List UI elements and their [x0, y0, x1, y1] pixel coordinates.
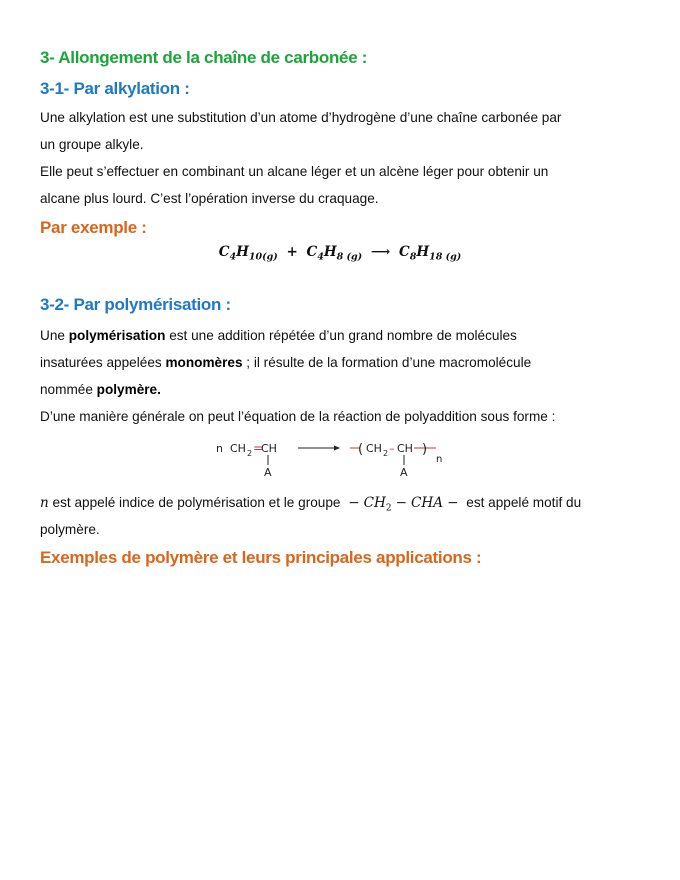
motif-line-1: n est appelé indice de polymérisation et le groupe − $CH_2$ − CHA − est appelé motif du: [40, 495, 582, 514]
reaction-ch2-left: CH: [230, 442, 246, 455]
polymer-ch: CH: [397, 442, 413, 455]
reaction-n-coefficient: n: [216, 442, 223, 455]
polymerisation-line-4: D’une manière générale on peut l’équation de la réaction de polyaddition sous forme :: [40, 409, 556, 424]
polymerisation-title: 3-2- Par polymérisation :: [40, 295, 231, 314]
polymer-single-bond: –: [389, 442, 395, 455]
polyaddition-reaction-diagram: [210, 436, 460, 484]
examples-title: Exemples de polymère et leurs principales applications :: [40, 548, 482, 567]
polymer-close-paren: ): [422, 442, 428, 457]
alkylation-title: 3-1- Par alkylation :: [40, 79, 190, 98]
reaction-ch-left: CH: [261, 442, 277, 455]
alkylation-line-2: un groupe alkyle.: [40, 137, 144, 152]
alkylation-equation: $C_4H_{10(g)} + C_4H_{8 (g)}$ ⟶ $C_8H_{18 (g)}$: [218, 244, 462, 263]
alkylation-line-4: alcane plus lourd. C’est l’opération inverse du craquage.: [40, 191, 379, 206]
polymer-open-paren: (: [358, 442, 364, 457]
polymer-ch2-subscript: 2: [383, 449, 389, 458]
polymer-a: A: [400, 466, 408, 479]
polymer-n-index: n: [436, 454, 443, 465]
reaction-double-bond: =: [253, 441, 264, 455]
reaction-ch2-subscript: 2: [247, 449, 253, 458]
alkylation-line-1: Une alkylation est une substitution d’un atome d’hydrogène d’une chaîne carbonée par: [40, 110, 562, 125]
example-label: Par exemple :: [40, 218, 147, 237]
polymer-ch2: CH: [366, 442, 382, 455]
section-title: 3- Allongement de la chaîne de carbonée :: [40, 48, 368, 67]
motif-line-2: polymère.: [40, 522, 100, 537]
polymerisation-line-1: Une polymérisation est une addition répétée d’un grand nombre de molécules: [40, 328, 517, 343]
polymerisation-line-2: insaturées appelées monomères ; il résulte de la formation d’une macromolécule: [40, 355, 532, 370]
reaction-a-left: A: [264, 466, 272, 479]
reaction-arrowhead: [334, 446, 340, 451]
alkylation-line-3: Elle peut s’effectuer en combinant un alcane léger et un alcène léger pour obtenir un: [40, 164, 549, 179]
polymerisation-line-3: nommée polymère.: [40, 382, 161, 397]
